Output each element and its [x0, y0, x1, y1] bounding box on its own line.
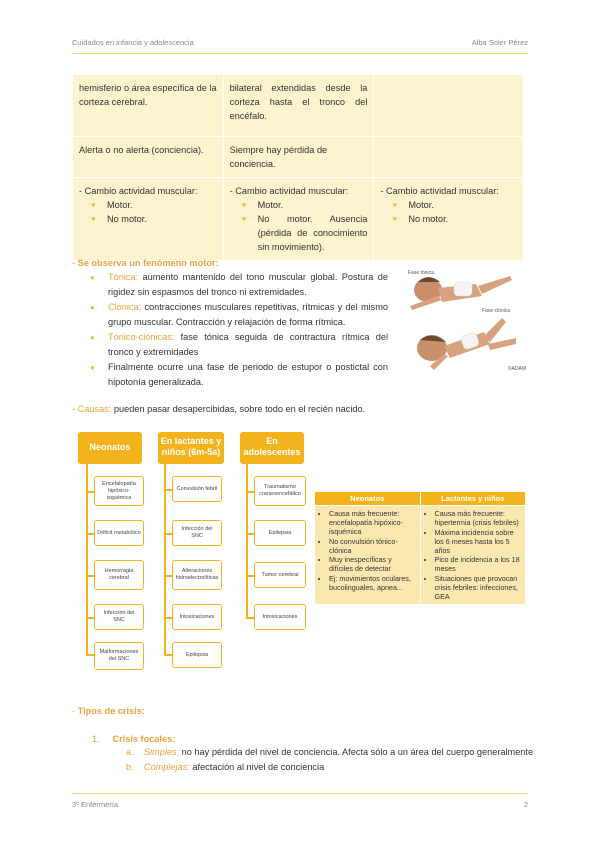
- list-item: • Muy inespecíficas y difíciles de detectar: [329, 555, 416, 573]
- list-item: ● Finalmente ocurre una fase de periodo de estupor o postictal con hipotonía generalizada.: [108, 360, 388, 390]
- baby-figures-icon: [398, 266, 526, 376]
- comparison-table: [72, 74, 524, 261]
- page-number: 2: [523, 800, 528, 809]
- diagram-item: Intoxicaciones: [254, 604, 306, 630]
- table-cell: [420, 506, 525, 605]
- diagram-item: Alteraciones hidroelectrolíticas: [172, 560, 222, 590]
- diagram-item: Infección del SNC: [172, 520, 222, 546]
- table-row: [73, 178, 524, 261]
- header-author: Alba Soler Pérez: [471, 38, 528, 47]
- list-item: ● No motor.: [408, 212, 517, 226]
- table-cell: hemisferio o área específica de la corteza cerebral.: [73, 75, 224, 137]
- page-footer: [72, 793, 528, 813]
- tipos-heading: - Tipos de crisis:: [72, 706, 145, 716]
- caption-clonic: Fase clónica: [482, 308, 511, 314]
- motor-list: [108, 270, 388, 390]
- list-item: • Pico de incidencia a los 18 meses: [435, 555, 521, 573]
- seizure-illustration: [398, 266, 526, 376]
- list-item: ● No motor.: [107, 212, 217, 226]
- causas-line: - Causas: pueden pasar desapercibidas, sobre todo en el recién nacido.: [72, 404, 366, 414]
- cell-heading: - Cambio actividad muscular:: [380, 186, 499, 196]
- table-cell: [374, 178, 524, 261]
- table-row: [315, 492, 526, 506]
- list-item: • Causa más frecuente: encefalopatía hipóxico-isquémica: [329, 509, 416, 536]
- column-header: Neonatos: [315, 492, 421, 506]
- table-cell: [315, 506, 421, 605]
- diagram-item: Encefalopatía hipóxico-isquémica: [94, 476, 144, 506]
- diagram-header-lactantes: En lactantes y niños (6m-5a): [158, 432, 224, 464]
- list-item: ● Tónica: aumento mantenido del tono muscular global. Postura de rigidez sin espasmos del tronco ni extremidades.: [108, 270, 388, 300]
- table-cell: [73, 178, 224, 261]
- cell-heading: - Cambio actividad muscular:: [79, 186, 198, 196]
- list-item: ● Motor.: [107, 198, 217, 212]
- list-item: ● No motor. Ausencia (pérdida de conocimiento sin movimiento).: [258, 212, 368, 254]
- crisis-complejas: b. Complejas: afectación al nivel de conciencia: [126, 762, 325, 772]
- table-cell: Alerta o no alerta (conciencia).: [73, 137, 224, 178]
- neonates-vs-children-table: [314, 491, 526, 605]
- table-cell: bilateral extendidas desde la corteza hasta el tronco del encéfalo.: [223, 75, 374, 137]
- list-item: • Causa más frecuente: hipertermia (crisis febriles): [435, 509, 521, 527]
- causes-diagram: [72, 428, 322, 668]
- caption-credit: ©ADAM: [507, 366, 526, 372]
- diagram-item: Intoxicaciones: [172, 604, 222, 630]
- page-header: [72, 34, 528, 54]
- table-row: [73, 75, 524, 137]
- diagram-item: Epilepsia: [172, 642, 222, 668]
- list-item: ● Motor.: [258, 198, 368, 212]
- header-course: Cuidados en infancia y adolescencia: [72, 38, 194, 47]
- caption-tonic: Fase tónica: [408, 270, 434, 276]
- diagram-item: Hemorragia cerebral: [94, 560, 144, 590]
- table-row: [315, 506, 526, 605]
- diagram-item: Infección del SNC: [94, 604, 144, 630]
- table-cell: [374, 75, 524, 137]
- list-item: • No convulsión tónico-clónica: [329, 537, 416, 555]
- column-header: Lactantes y niños: [420, 492, 525, 506]
- diagram-item: Tumor cerebral: [254, 562, 306, 588]
- table-row: [73, 137, 524, 178]
- table-cell: [223, 178, 374, 261]
- list-item: • Situaciones que provocan crisis febriles: infecciones, GEA: [435, 574, 521, 601]
- motor-heading: - Se observa un fenómeno motor:: [72, 258, 219, 268]
- diagram-item: Traumatismo craneoencefálico: [254, 476, 306, 506]
- list-item: ● Clónica: contracciones musculares repetitivas, rítmicas y del mismo grupo muscular. Contracción y relajación de forma rítmica.: [108, 300, 388, 330]
- footer-course-year: 3º Enfermería: [72, 800, 119, 809]
- list-item: • Máxima incidencia sobre los 6 meses hasta los 5 años: [435, 528, 521, 555]
- crisis-simples: a. Simples: no hay pérdida del nivel de conciencia. Afecta sólo a un área del cuerpo generalmente: [126, 747, 534, 757]
- list-item: ● Motor.: [408, 198, 517, 212]
- diagram-item: Malformaciones del SNC: [94, 642, 144, 670]
- crisis-focales-heading: 1. Crisis focales:: [92, 734, 176, 744]
- diagram-header-neonatos: Neonatos: [78, 432, 142, 464]
- table-cell: Siempre hay pérdida de conciencia.: [223, 137, 374, 178]
- diagram-item: Convulsión febril: [172, 476, 222, 502]
- cell-heading: - Cambio actividad muscular:: [229, 186, 349, 196]
- diagram-header-adolescentes: En adolescentes: [240, 432, 304, 464]
- table-cell: [374, 137, 524, 178]
- diagram-item: Déficit metabólico: [94, 520, 144, 546]
- diagram-item: Epilepsia: [254, 520, 306, 546]
- list-item: ● Tónico-clónicas: fase tónica seguida de contractura rítmica del tronco y extremidades: [108, 330, 388, 360]
- list-item: • Ej: movimientos oculares, bucolinguales, apnea...: [329, 574, 416, 592]
